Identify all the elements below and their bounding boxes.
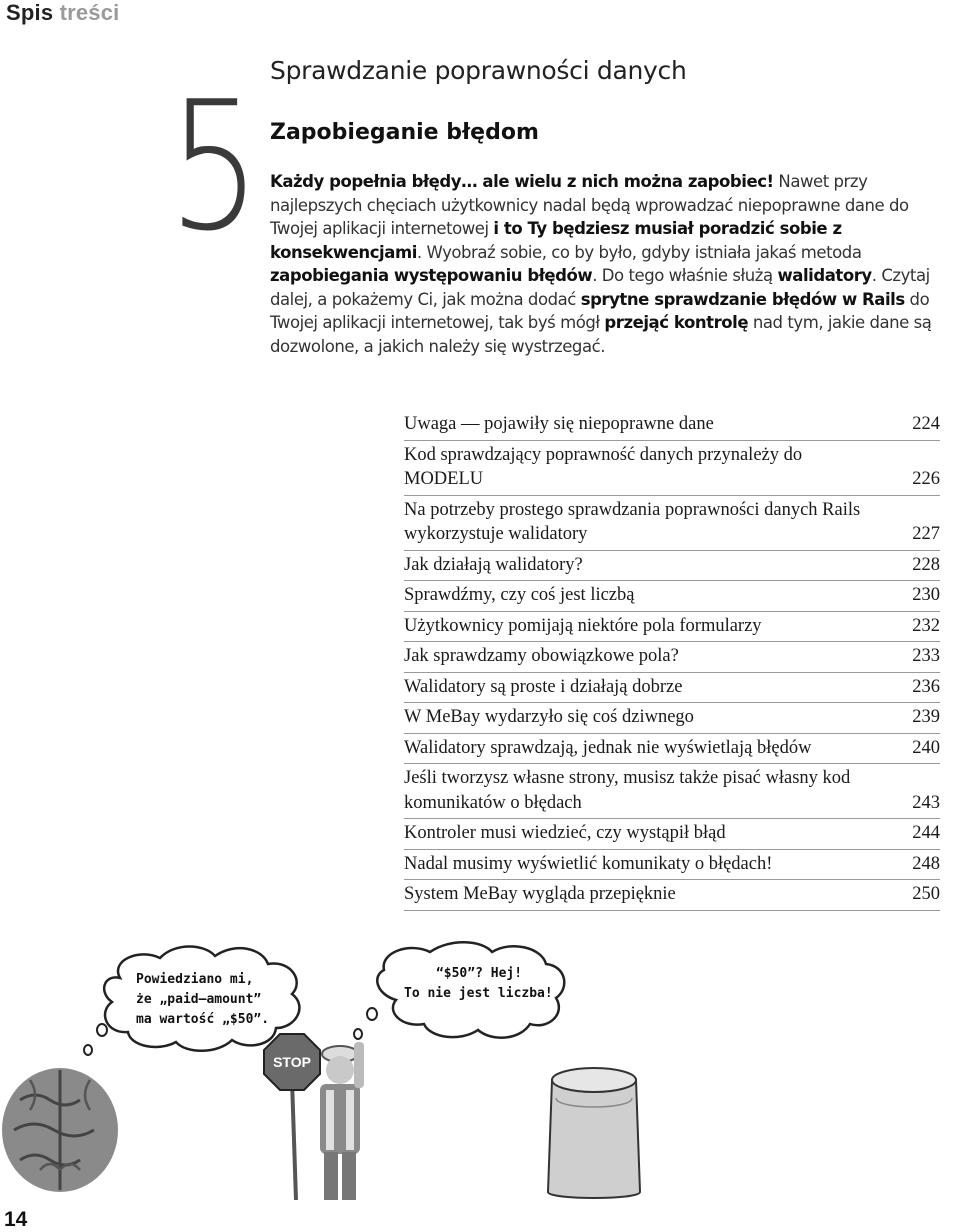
bubble-right-line: “$50”? Hej! bbox=[435, 966, 523, 981]
toc-entry-page: 233 bbox=[912, 646, 940, 666]
table-of-contents bbox=[404, 410, 940, 911]
header-title bbox=[6, 0, 119, 26]
toc-entry[interactable] bbox=[404, 734, 940, 765]
bubble-left-text bbox=[136, 970, 286, 1030]
bubble-left-line: ma wartość „$50”. bbox=[136, 1012, 270, 1027]
toc-entry-title: Walidatory sprawdzają, jednak nie wyświetlają błędów bbox=[404, 737, 812, 758]
toc-entry-title: Kontroler musi wiedzieć, czy wystąpił błąd bbox=[404, 823, 726, 843]
toc-entry-title: System MeBay wygląda przepięknie bbox=[404, 884, 676, 904]
toc-entry-page: 248 bbox=[912, 853, 940, 874]
toc-entry[interactable] bbox=[404, 880, 940, 911]
intro-text: . Do tego właśnie służą bbox=[592, 266, 778, 285]
database-can-icon bbox=[548, 1068, 640, 1198]
toc-entry-page: 239 bbox=[912, 707, 940, 727]
intro-lead: Każdy popełnia błędy… ale wielu z nich można zapobiec! bbox=[270, 172, 774, 191]
brain-icon bbox=[2, 1068, 118, 1192]
toc-entry[interactable] bbox=[404, 551, 940, 582]
toc-entry-page: 250 bbox=[912, 884, 940, 904]
toc-entry-title: Jeśli tworzysz własne strony, musisz także pisać własny kod komunikatów o błędach bbox=[404, 768, 851, 813]
toc-entry-title: Użytkownicy pomijają niektóre pola formularzy bbox=[404, 615, 762, 636]
toc-entry[interactable] bbox=[404, 819, 940, 850]
toc-entry-title: W MeBay wydarzyło się coś dziwnego bbox=[404, 707, 694, 727]
intro-bold: przejąć kontrolę bbox=[604, 313, 749, 332]
intro-text: . Czytaj dalej, a pokażemy Ci, jak można dodać bbox=[270, 266, 930, 309]
toc-entry[interactable] bbox=[404, 496, 940, 551]
toc-entry-title: Jak działają walidatory? bbox=[404, 554, 583, 575]
toc-entry-title: Na potrzeby prostego sprawdzania poprawności danych Rails wykorzystuje walidatory bbox=[404, 499, 861, 544]
toc-entry[interactable] bbox=[404, 410, 940, 441]
toc-entry-page: 232 bbox=[912, 615, 940, 636]
intro-bold: sprytne sprawdzanie błędów w Rails bbox=[580, 289, 905, 309]
toc-entry-page: 230 bbox=[912, 585, 940, 605]
toc-entry[interactable] bbox=[404, 612, 940, 643]
toc-entry-page: 244 bbox=[912, 823, 940, 843]
chapter-subtitle: Sprawdzanie poprawności danych bbox=[270, 56, 687, 85]
intro-text: Nawet przy najlepszych chęciach użytkownicy nadal będą wprowadzać niepoprawne dane do Twojej aplikacji internetowej bbox=[270, 172, 909, 238]
page-number: 14 bbox=[4, 1208, 28, 1231]
toc-entry-title: Nadal musimy wyświetlić komunikaty o błędach! bbox=[404, 853, 773, 874]
header-title-part1: Spis bbox=[6, 0, 54, 25]
intro-text: do Twojej aplikacji internetowej, tak byś mógł bbox=[270, 289, 930, 332]
intro-bold: walidatory bbox=[777, 266, 872, 285]
toc-entry[interactable] bbox=[404, 703, 940, 734]
toc-entry-title: Jak sprawdzamy obowiązkowe pola? bbox=[404, 646, 679, 666]
toc-entry-page: 228 bbox=[912, 554, 940, 575]
header-title-part2: treści bbox=[59, 0, 120, 25]
intro-text: nad tym, jakie dane są dozwolone, a jakich należy się wystrzegać. bbox=[270, 313, 932, 356]
toc-entry[interactable] bbox=[404, 850, 940, 881]
toc-entry[interactable] bbox=[404, 581, 940, 612]
toc-entry-page: 226 bbox=[912, 469, 940, 489]
stop-sign-label: STOP bbox=[273, 1054, 311, 1070]
bubble-right-text bbox=[404, 964, 554, 1004]
chapter-heading: Zapobieganie błędom bbox=[270, 120, 539, 145]
toc-entry-title: Uwaga — pojawiły się niepoprawne dane bbox=[404, 414, 714, 434]
toc-entry-page: 240 bbox=[912, 737, 940, 758]
intro-bold: zapobiegania występowaniu błędów bbox=[270, 266, 593, 285]
intro-text: . Wyobraź sobie, co by było, gdyby istniała jakaś metoda bbox=[416, 242, 862, 262]
worker-with-stop-sign-icon bbox=[264, 1034, 364, 1200]
bubble-left-line: że „paid—amount” bbox=[136, 992, 262, 1007]
toc-entry[interactable] bbox=[404, 642, 940, 673]
toc-entry[interactable] bbox=[404, 441, 940, 496]
toc-entry-page: 236 bbox=[912, 676, 940, 697]
toc-entry-page: 243 bbox=[912, 792, 940, 813]
toc-entry-title: Walidatory są proste i działają dobrze bbox=[404, 676, 683, 697]
bubble-right-line: To nie jest liczba! bbox=[404, 986, 553, 1001]
toc-entry-title: Sprawdźmy, czy coś jest liczbą bbox=[404, 585, 635, 605]
intro-bold: i to Ty będziesz musiał poradzić sobie z konsekwencjami bbox=[270, 219, 842, 262]
chapter-intro bbox=[270, 170, 960, 358]
bubble-left-line: Powiedziano mi, bbox=[136, 972, 254, 987]
toc-entry[interactable] bbox=[404, 764, 940, 819]
toc-entry-page: 227 bbox=[912, 524, 940, 544]
chapter-number: 5 bbox=[168, 63, 261, 270]
toc-entry-title: Kod sprawdzający poprawność danych przynależy do MODELU bbox=[404, 444, 803, 489]
toc-entry-page: 224 bbox=[912, 414, 940, 434]
toc-entry[interactable] bbox=[404, 673, 940, 704]
